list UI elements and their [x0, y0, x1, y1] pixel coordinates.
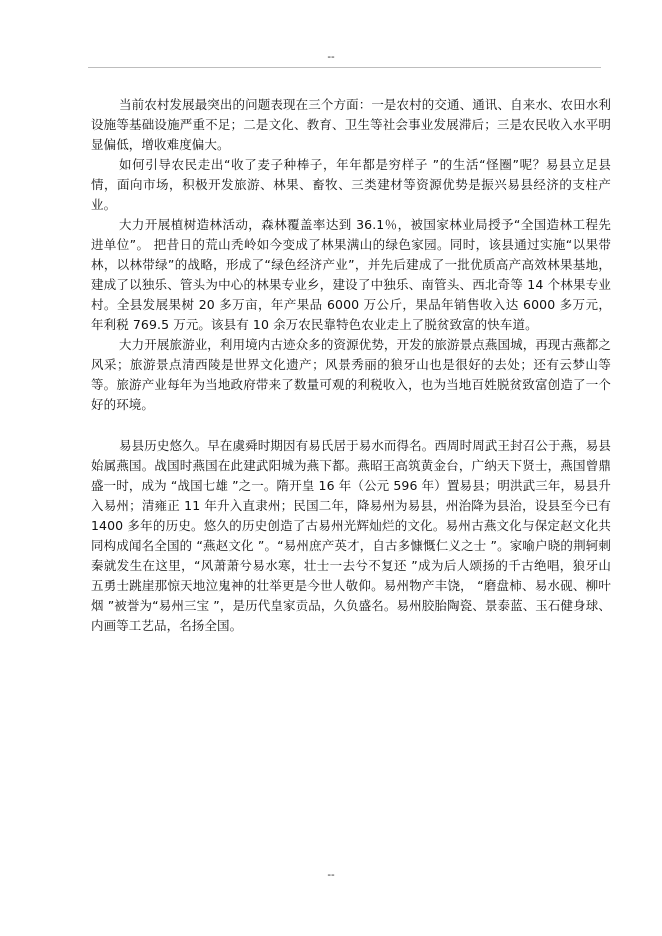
paragraph-afforestation: 大力开展植树造林活动，森林覆盖率达到 36.1％，被国家林业局授予“全国造林工程先进单位”。 把昔日的荒山秃岭如今变成了林果满山的绿色家园。同时，该县通过实施“以果带林，以林带绿”的战略，形成了“绿色经济产业”，并先后建成了一批优质高产高效林果基地，建成了以独乐、管头为中心的林果专业乡，建设了中独乐、南管头、西北奇等 14 个林果专业村。全县发展果树 20 多万亩，年产果品 6000 万公斤，果品年销售收入达 6000 多万元，年利税 769.5 万元。该县有 10 余万农民靠特色农业走上了脱贫致富的快车道。: [91, 217, 611, 332]
page-footer-mark: --: [327, 869, 335, 881]
header-divider: [88, 67, 601, 68]
paragraph-guiding-farmers: 如何引导农民走出“收了麦子种棒子，年年都是穷样子 ”的生活“怪圈”呢？易县立足县情，面向市场，积极开发旅游、林果、畜牧、三类建材等资源优势是振兴易县经济的支柱产业。: [91, 157, 611, 212]
paragraph-rural-problems: 当前农村发展最突出的问题表现在三个方面：一是农村的交通、通讯、自来水、农田水利设施等基础设施严重不足；二是文化、教育、卫生等社会事业发展滞后；三是农民收入水平明显偏低，增收难度偏大。: [91, 97, 611, 152]
document-body: [91, 95, 611, 636]
paragraph-history: 易县历史悠久。早在虞舜时期因有易氏居于易水而得名。西周时周武王封召公于燕，易县始属燕国。战国时燕国在此建武阳城为燕下都。燕昭王高筑黄金台，广纳天下贤士，燕国曾鼎盛一时，成为 “战国七雄 ”之一。隋开皇 16 年（公元 596 年）置易县；明洪武三年，易县升入易州；清雍正 11 年升入直隶州；民国二年，降易州为易县，州治降为县治，设县至今已有 1400 多年的历史。悠久的历史创造了古易州光辉灿烂的文化。易州古燕文化与保定赵文化共同构成闻名全国的 “燕赵文化 ”。“易州庶产英才，自古多慷慨仁义之士 ”。家喻户晓的荆轲刺秦就发生在这里，“风萧萧兮易水寒，壮士一去兮不复还 ”成为后人颂扬的千古绝唱，狼牙山五勇士跳崖那惊天地泣鬼神的壮举更是今世人敬仰。易州物产丰饶， “磨盘柿、易水砚、柳叶烟 ”被誉为“易州三宝 ”，是历代皇家贡品，久负盛名。易州胶胎陶瓷、景泰蓝、玉石健身球、内画等工艺品，名扬全国。: [91, 438, 611, 633]
paragraph-tourism: 大力开展旅游业，利用境内古迹众多的资源优势，开发的旅游景点燕国城，再现古燕都之风采；旅游景点清西陵是世界文化遗产；风景秀丽的狼牙山也是很好的去处；还有云梦山等等。旅游产业每年为当地政府带来了数量可观的利税收入，也为当地百姓脱贫致富创造了一个好的环境。: [91, 337, 611, 412]
page-header-mark: --: [327, 51, 335, 63]
